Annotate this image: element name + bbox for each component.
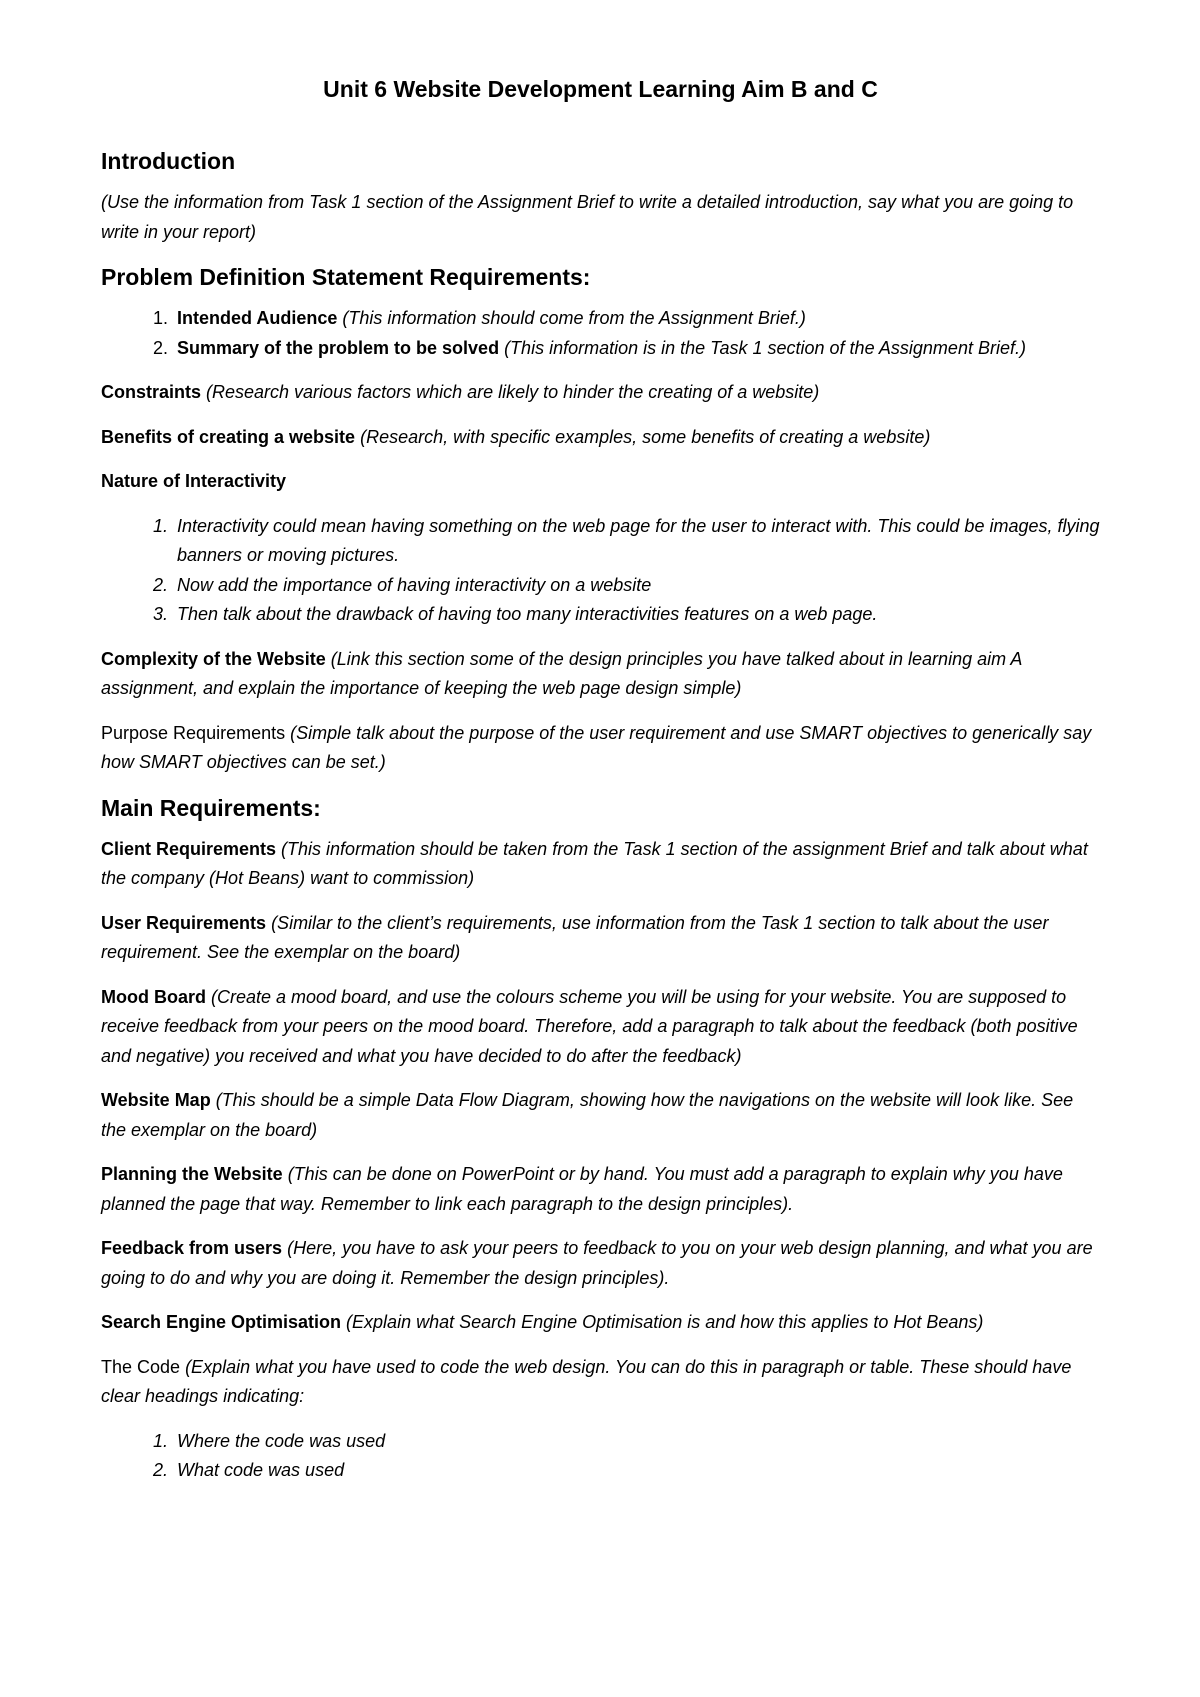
purpose-paragraph [101, 719, 1100, 778]
list-item: 2. What code was used [173, 1456, 1100, 1486]
list-item [173, 334, 1100, 364]
website-map-paragraph [101, 1086, 1100, 1145]
main-requirements-heading: Main Requirements: [101, 794, 321, 821]
code-label: The Code [101, 1356, 181, 1377]
code-paragraph [101, 1353, 1100, 1412]
mood-board-paragraph [101, 983, 1100, 1072]
client-requirements-paragraph [101, 835, 1100, 894]
seo-label: Search Engine Optimisation [101, 1312, 342, 1332]
mood-board-text: (Create a mood board, and use the colours scheme you will be using for your website. You are supposed to receive feedback from your peers on the mood board. Therefore, add a paragraph to talk about the feedback (both positive and negative) you received and what you have decided to do after the feedback) [101, 986, 1078, 1066]
user-requirements-text: (Similar to the client’s requirements, use information from the Task 1 section to talk about the user requirement. See the exemplar on the board) [101, 912, 1049, 962]
code-text: (Explain what you have used to code the web design. You can do this in paragraph or table. These should have clear headings indicating: [101, 1356, 1072, 1406]
client-requirements-text: (This information should be taken from the Task 1 section of the assignment Brief and talk about what the company (Hot Beans) want to commission) [101, 838, 1088, 888]
list-item [173, 304, 1100, 334]
planning-text: (This can be done on PowerPoint or by hand. You must add a paragraph to explain why you have planned the page that way. Remember to link each paragraph to the design principles). [101, 1164, 1063, 1214]
complexity-label: Complexity of the Website [101, 648, 326, 669]
constraints-paragraph [101, 378, 1100, 408]
planning-label: Planning the Website [101, 1164, 283, 1184]
benefits-label: Benefits of creating a website [101, 426, 356, 447]
seo-text: (Explain what Search Engine Optimisation is and how this applies to Hot Beans) [341, 1312, 984, 1332]
user-requirements-label: User Requirements [101, 912, 267, 933]
list-item: 1. Interactivity could mean having something on the web page for the user to interact with. This could be images, flying banners or moving pictures. [173, 512, 1100, 571]
user-requirements-paragraph [101, 909, 1100, 968]
benefits-paragraph [101, 423, 1100, 453]
list-item-text: (This information is in the Task 1 section of the Assignment Brief.) [499, 337, 1026, 358]
interactivity-list [101, 512, 1100, 630]
seo-paragraph [101, 1308, 1100, 1338]
list-item: 1. Where the code was used [173, 1427, 1100, 1457]
website-map-label: Website Map [101, 1090, 211, 1110]
introduction-text: (Use the information from Task 1 section of the Assignment Brief to write a detailed introduction, say what you are going to write in your report) [101, 192, 1074, 242]
website-map-text: (This should be a simple Data Flow Diagram, showing how the navigations on the website will look like. See the exemplar on the board) [101, 1090, 1074, 1140]
benefits-text: (Research, with specific examples, some benefits of creating a website) [355, 426, 931, 447]
constraints-label: Constraints [101, 382, 202, 402]
introduction-heading: Introduction [101, 148, 236, 174]
mood-board-label: Mood Board [101, 986, 206, 1007]
page-title: Unit 6 Website Development Learning Aim B and C [323, 76, 878, 102]
complexity-text: (Link this section some of the design principles you have talked about in learning aim A assignment, and explain the importance of keeping the web page design simple) [101, 648, 1022, 698]
feedback-paragraph [101, 1234, 1100, 1293]
constraints-text: (Research various factors which are likely to hinder the creating of a website) [201, 382, 820, 402]
purpose-text: (Simple talk about the purpose of the user requirement and use SMART objectives to generically say how SMART objectives can be set.) [101, 722, 1092, 772]
code-list [101, 1427, 1100, 1486]
client-requirements-label: Client Requirements [101, 838, 277, 859]
feedback-label: Feedback from users [101, 1238, 283, 1258]
list-item-label: Intended Audience [177, 308, 338, 328]
list-item: 3. Then talk about the drawback of having too many interactivities features on a web page. [173, 600, 1100, 630]
list-item: 2. Now add the importance of having interactivity on a website [173, 571, 1100, 601]
problem-definition-list [101, 304, 1100, 363]
interactivity-label: Nature of Interactivity [101, 471, 287, 491]
complexity-paragraph [101, 645, 1100, 704]
purpose-label: Purpose Requirements [101, 722, 286, 743]
planning-paragraph [101, 1160, 1100, 1219]
problem-definition-heading: Problem Definition Statement Requirements: [101, 264, 591, 290]
feedback-text: (Here, you have to ask your peers to feedback to you on your web design planning, and what you are going to do and why you are doing it. Remember the design principles). [101, 1238, 1093, 1288]
list-item-label: Summary of the problem to be solved [177, 337, 500, 358]
list-item-text: (This information should come from the Assignment Brief.) [337, 308, 806, 328]
